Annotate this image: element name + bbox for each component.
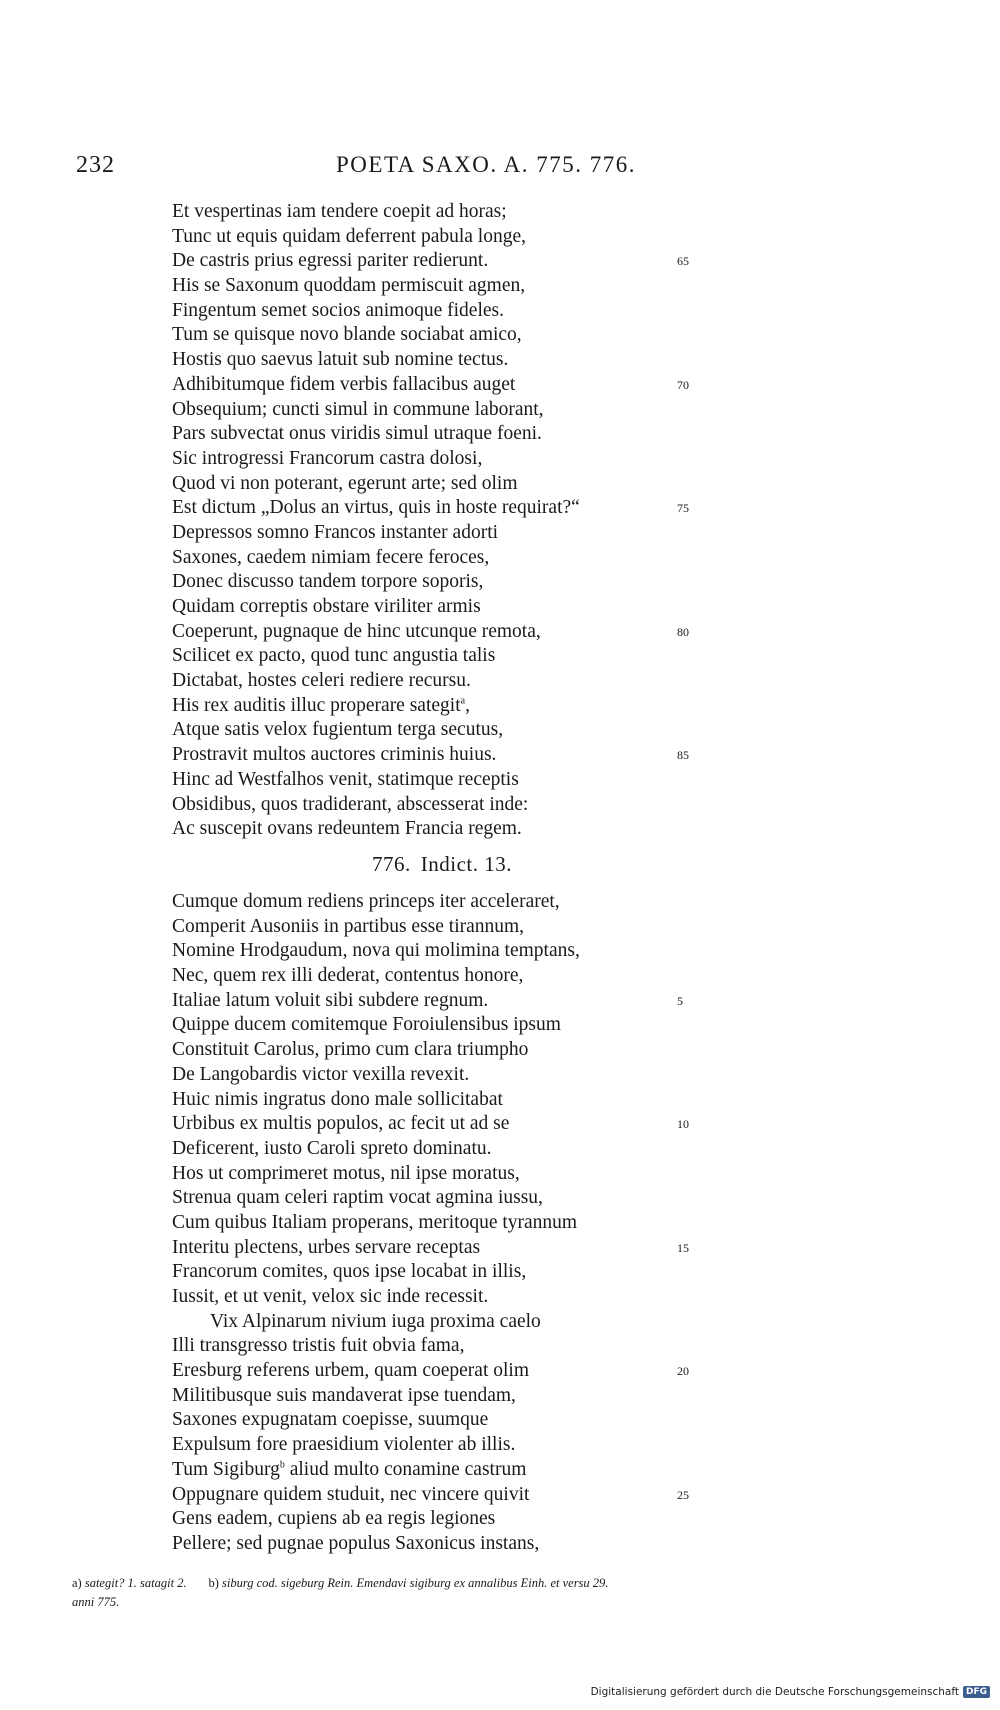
verse-text: Constituit Carolus, primo cum clara triumpho bbox=[172, 1039, 529, 1061]
verse-line bbox=[172, 1063, 702, 1088]
verse-line bbox=[172, 249, 702, 274]
verse-text: Depressos somno Francos instanter adorti bbox=[172, 521, 499, 543]
line-number: 10 bbox=[677, 1117, 689, 1132]
verse-line bbox=[172, 348, 702, 373]
verse-text: His rex auditis illuc properare sategit$^a$, bbox=[172, 694, 470, 716]
verse-block-775 bbox=[172, 200, 702, 842]
verse-line bbox=[172, 496, 702, 521]
verse-text: Gens eadem, cupiens ab ea regis legiones bbox=[172, 1508, 496, 1530]
verse-text: Francorum comites, quos ipse locabat in illis, bbox=[172, 1261, 527, 1283]
line-number: 65 bbox=[677, 254, 689, 269]
footnote-line-1 bbox=[72, 1574, 912, 1593]
line-number: 5 bbox=[677, 993, 683, 1008]
verse-text: Quippe ducem comitemque Foroiulensibus ipsum bbox=[172, 1014, 561, 1036]
verse-line bbox=[172, 1334, 702, 1359]
verse-line bbox=[172, 1088, 702, 1113]
verse-text: Sic introgressi Francorum castra dolosi, bbox=[172, 447, 483, 469]
verse-line bbox=[172, 1507, 702, 1532]
verse-line bbox=[172, 1483, 702, 1508]
verse-line bbox=[172, 1236, 702, 1261]
verse-text: Nec, quem rex illi dederat, contentus honore, bbox=[172, 965, 524, 987]
line-number: 85 bbox=[677, 748, 689, 763]
verse-text: Coeperunt, pugnaque de hinc utcunque remota, bbox=[172, 620, 541, 642]
verse-line bbox=[172, 1359, 702, 1384]
verse-line bbox=[172, 225, 702, 250]
verse-text: Obsidibus, quos tradiderant, abscesserat inde: bbox=[172, 793, 529, 815]
verse-text: Ac suscepit ovans redeuntem Francia regem. bbox=[172, 818, 522, 840]
verse-text: Comperit Ausoniis in partibus esse tirannum, bbox=[172, 915, 525, 937]
footnote-line-2: anni 775. bbox=[72, 1595, 120, 1609]
verse-text: Quidam correptis obstare viriliter armis bbox=[172, 596, 481, 617]
verse-text: Urbibus ex multis populos, ac fecit ut ad se bbox=[172, 1113, 510, 1135]
verse-line bbox=[172, 398, 702, 423]
verse-line bbox=[172, 546, 702, 571]
verse-text: Hinc ad Westfalhos venit, statimque receptis bbox=[172, 768, 519, 790]
verse-line bbox=[172, 472, 702, 497]
verse-block-776 bbox=[172, 890, 702, 1557]
verse-text: Prostravit multos auctores criminis huius. bbox=[172, 744, 497, 766]
verse-line bbox=[172, 274, 702, 299]
verse-text: Huic nimis ingratus dono male sollicitabat bbox=[172, 1088, 503, 1110]
line-number: 80 bbox=[677, 624, 689, 639]
verse-text: Pellere; sed pugnae populus Saxonicus instans, bbox=[172, 1532, 540, 1554]
line-number: 75 bbox=[677, 501, 689, 516]
verse-text: Strenua quam celeri raptim vocat agmina iussu, bbox=[172, 1187, 543, 1209]
verse-text: De castris prius egressi pariter redierunt. bbox=[172, 250, 489, 272]
banner-text: Digitalisierung gefördert durch die Deutsche Forschungsgemeinschaft bbox=[590, 1686, 959, 1698]
verse-line bbox=[172, 793, 702, 818]
verse-line bbox=[172, 595, 702, 620]
verse-text: Hostis quo saevus latuit sub nomine tectus. bbox=[172, 349, 509, 371]
verse-line bbox=[172, 768, 702, 793]
verse-line bbox=[172, 1532, 702, 1557]
verse-text: Dictabat, hostes celeri rediere recursu. bbox=[172, 670, 471, 692]
verse-line bbox=[172, 669, 702, 694]
verse-text: Italiae latum voluit sibi subdere regnum. bbox=[172, 989, 489, 1011]
verse-text: Saxones expugnatam coepisse, suumque bbox=[172, 1409, 489, 1431]
verse-line bbox=[172, 644, 702, 669]
verse-text: Deficerent, iusto Caroli spreto dominatu. bbox=[172, 1137, 492, 1159]
verse-line bbox=[172, 570, 702, 595]
verse-text: Nomine Hrodgaudum, nova qui molimina temptans, bbox=[172, 940, 580, 962]
line-number: 25 bbox=[677, 1487, 689, 1502]
verse-line bbox=[172, 890, 702, 915]
verse-text: Illi transgresso tristis fuit obvia fama, bbox=[172, 1335, 465, 1357]
verse-line bbox=[172, 1038, 702, 1063]
verse-line bbox=[172, 1162, 702, 1187]
footnote-b-text: siburg cod. sigeburg Rein. Emendavi sigiburg ex annalibus Einh. et versu 29. bbox=[222, 1576, 609, 1590]
verse-text: Tunc ut equis quidam deferrent pabula longe, bbox=[172, 225, 526, 247]
verse-line bbox=[172, 939, 702, 964]
verse-line bbox=[172, 694, 702, 719]
verse-text: Quod vi non poterant, egerunt arte; sed olim bbox=[172, 472, 518, 494]
verse-line bbox=[172, 915, 702, 940]
verse-text: Vix Alpinarum nivium iuga proxima caelo bbox=[210, 1310, 541, 1332]
verse-line bbox=[172, 1384, 702, 1409]
verse-line bbox=[172, 521, 702, 546]
verse-line bbox=[172, 299, 702, 324]
verse-line bbox=[172, 964, 702, 989]
footnote-a-label: a) bbox=[72, 1576, 82, 1590]
running-title: POETA SAXO. A. 775. 776. bbox=[336, 152, 636, 177]
verse-line bbox=[172, 1433, 702, 1458]
verse-text: Donec discusso tandem torpore soporis, bbox=[172, 571, 484, 593]
verse-text: Saxones, caedem nimiam fecere feroces, bbox=[172, 546, 490, 568]
verse-text: Tum se quisque novo blande sociabat amico, bbox=[172, 324, 522, 346]
verse-line bbox=[172, 1112, 702, 1137]
verse-line bbox=[172, 620, 702, 645]
verse-line bbox=[172, 1013, 702, 1038]
verse-text: Atque satis velox fugientum terga secutus, bbox=[172, 719, 504, 741]
verse-line bbox=[172, 323, 702, 348]
verse-line bbox=[172, 718, 702, 743]
line-number: 15 bbox=[677, 1240, 689, 1255]
verse-text: Hos ut comprimeret motus, nil ipse moratus, bbox=[172, 1162, 520, 1184]
verse-line bbox=[172, 1186, 702, 1211]
verse-text: De Langobardis victor vexilla revexit. bbox=[172, 1063, 470, 1085]
verse-line bbox=[172, 1310, 702, 1335]
verse-text: Iussit, et ut venit, velox sic inde recessit. bbox=[172, 1286, 489, 1307]
verse-line bbox=[172, 1285, 702, 1310]
verse-text: Scilicet ex pacto, quod tunc angustia talis bbox=[172, 645, 496, 667]
verse-line bbox=[172, 1211, 702, 1236]
verse-text: His se Saxonum quoddam permiscuit agmen, bbox=[172, 275, 526, 297]
verse-line bbox=[172, 1458, 702, 1483]
verse-line bbox=[172, 373, 702, 398]
verse-line bbox=[172, 1260, 702, 1285]
verse-line bbox=[172, 422, 702, 447]
page-header bbox=[76, 152, 716, 186]
verse-line bbox=[172, 1137, 702, 1162]
digitization-banner bbox=[591, 1686, 990, 1698]
verse-text: Interitu plectens, urbes servare receptas bbox=[172, 1236, 481, 1258]
verse-text: Expulsum fore praesidium violenter ab illis. bbox=[172, 1434, 516, 1456]
line-number: 70 bbox=[677, 377, 689, 392]
line-number: 20 bbox=[677, 1364, 689, 1379]
verse-line bbox=[172, 989, 702, 1014]
section-indict: Indict. 13. bbox=[420, 852, 512, 876]
verse-line bbox=[172, 200, 702, 225]
verse-text: Oppugnare quidem studuit, nec vincere quivit bbox=[172, 1483, 530, 1505]
section-heading-776 bbox=[172, 852, 702, 877]
dfg-logo-icon: DFG bbox=[963, 1686, 990, 1698]
footnote-marker: a bbox=[460, 695, 466, 707]
verse-text: Est dictum „Dolus an virtus, quis in hoste requirat?“ bbox=[172, 497, 580, 519]
verse-text: Militibusque suis mandaverat ipse tuendam, bbox=[172, 1384, 516, 1406]
footnotes bbox=[72, 1574, 912, 1612]
verse-text: Tum Sigiburg$^b$ aliud multo conamine castrum bbox=[172, 1458, 527, 1480]
verse-text: Cumque domum rediens princeps iter acceleraret, bbox=[172, 891, 560, 912]
section-year: 776. bbox=[372, 852, 411, 876]
verse-text: Obsequium; cuncti simul in commune laborant, bbox=[172, 398, 544, 420]
verse-text: Eresburg referens urbem, quam coeperat olim bbox=[172, 1360, 529, 1382]
footnote-a-text: sategit? 1. satagit 2. bbox=[84, 1576, 187, 1590]
verse-text: Et vespertinas iam tendere coepit ad horas; bbox=[172, 201, 507, 222]
verse-line bbox=[172, 817, 702, 842]
verse-line bbox=[172, 1408, 702, 1433]
verse-text: Cum quibus Italiam properans, meritoque tyrannum bbox=[172, 1211, 578, 1233]
verse-line bbox=[172, 743, 702, 768]
footnote-b-label: b) bbox=[208, 1576, 219, 1590]
footnote-marker: b bbox=[279, 1459, 285, 1471]
page-number: 232 bbox=[76, 152, 115, 178]
verse-text: Adhibitumque fidem verbis fallacibus auget bbox=[172, 373, 516, 395]
verse-text: Fingentum semet socios animoque fideles. bbox=[172, 299, 504, 321]
verse-text: Pars subvectat onus viridis simul utraque foeni. bbox=[172, 423, 542, 445]
verse-line bbox=[172, 447, 702, 472]
